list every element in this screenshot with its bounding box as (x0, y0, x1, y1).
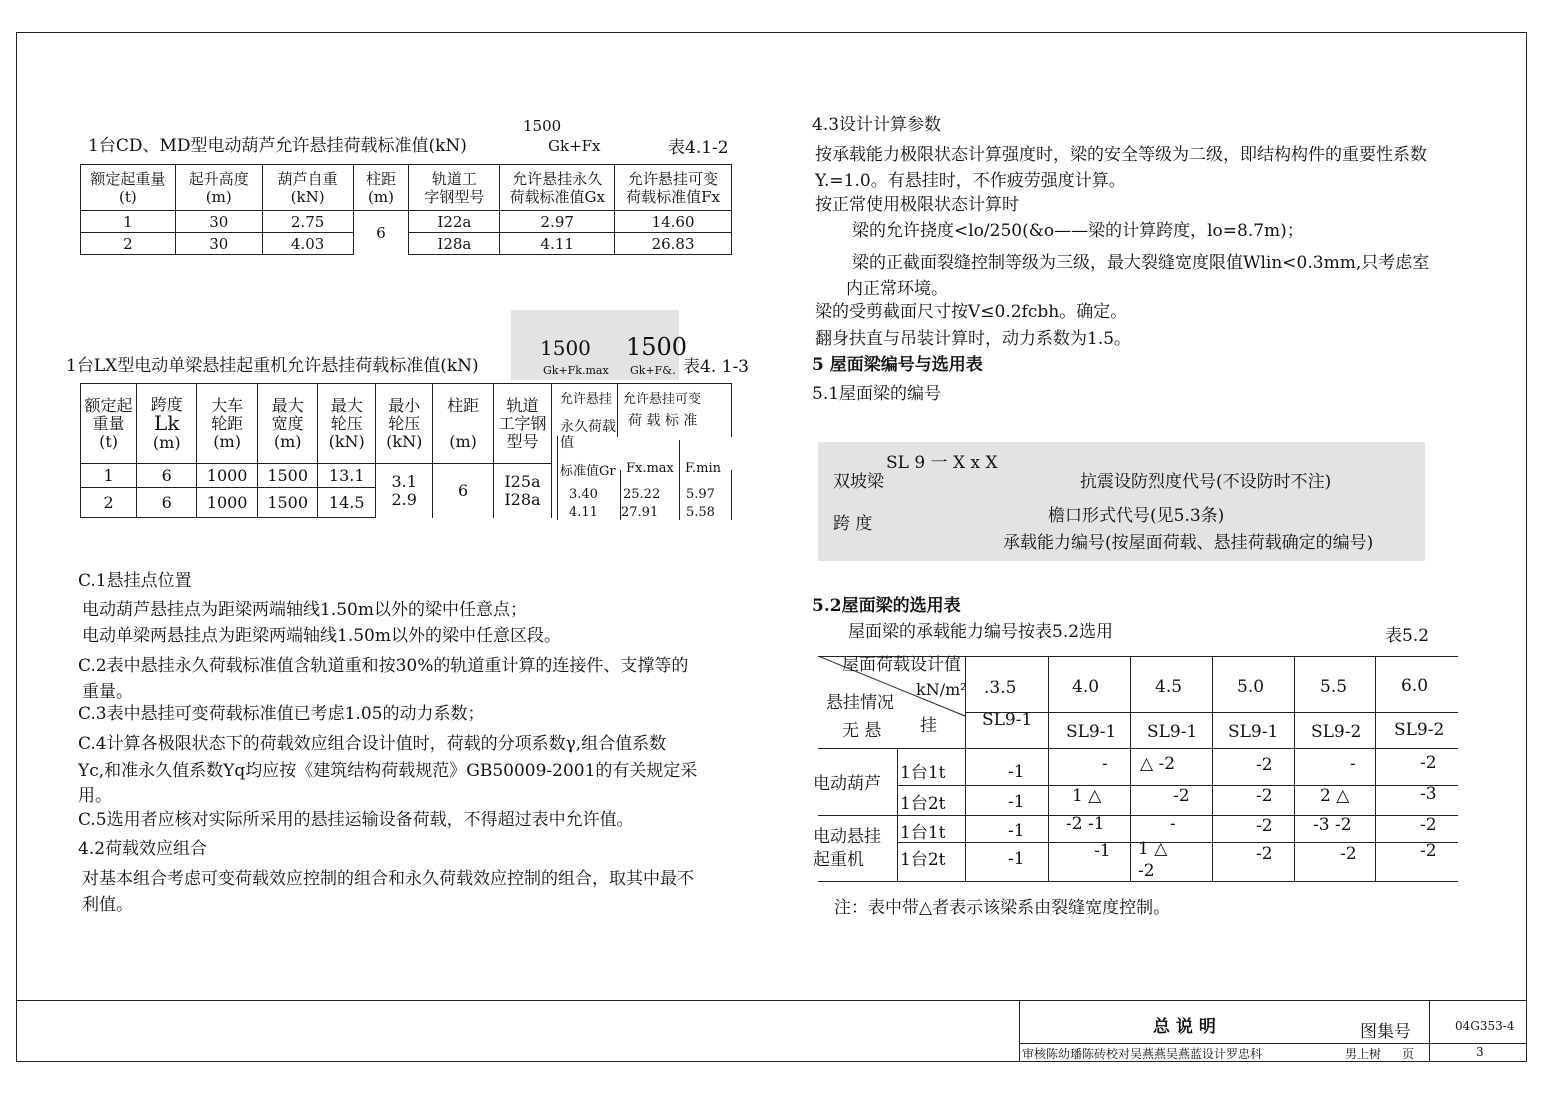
fxmax-header: Fx.max (626, 461, 674, 476)
header-cell: 额定起 重量 (t) (81, 384, 137, 464)
cell: -1 (1008, 849, 1025, 869)
perm-header: 标准值Gr (560, 464, 616, 479)
cell: 30 (175, 211, 262, 233)
header-cell: 允许悬挂永久 荷载标准值Gx (500, 165, 615, 211)
text-line: Y.=1.0。有悬挂时，不作疲劳强度计算。 (815, 171, 1126, 191)
text-line: 按承载能力极限状态计算强度时，梁的安全等级为二级，即结构构件的重要性系数 (815, 145, 1427, 165)
cell: 13.1 (318, 464, 376, 488)
atlas-label: 图集号 (1360, 1022, 1411, 1042)
table412-formula-num: 1500 (523, 117, 562, 135)
note-line: C.5选用者应核对实际所采用的悬挂运输设备荷载，不得超过表中允许值。 (78, 810, 634, 830)
table413-formula1-num: 1500 (540, 336, 591, 360)
header-cell: 轨道工 字钢型号 (409, 165, 500, 211)
text-line: 屋面梁的承载能力编号按表5.2选用 (848, 622, 1114, 642)
cell: 1 (81, 464, 137, 488)
cell: - (1350, 754, 1356, 774)
table413-formula2-num: 1500 (626, 333, 688, 361)
table413-formula2-den: Gk+F&. (630, 364, 676, 377)
cell: 1 (81, 211, 176, 233)
group-label: 电动悬挂 (813, 827, 881, 847)
note-line: C.2表中悬挂永久荷载标准值含轨道重和按30%的轨道重计算的连接件、支撑等的 (78, 656, 689, 676)
cell: -2 (1256, 844, 1273, 864)
header-cell: 最大 宽度 (m) (257, 384, 318, 464)
cell: SL9-1 (1066, 722, 1117, 742)
note-line: 用。 (78, 786, 112, 806)
cell: 6 (137, 488, 197, 518)
header-cell: 起升高度 (m) (175, 165, 262, 211)
cell: 1500 (257, 464, 318, 488)
perm-header: 永久荷载 (560, 419, 616, 435)
header-unit: kN/m² (916, 680, 967, 699)
cell: -3 -2 (1313, 815, 1352, 835)
cell: -2 (1256, 816, 1273, 836)
cell: 6 (137, 464, 197, 488)
section-heading: 4.3设计计算参数 (812, 115, 942, 135)
col-header: 4.5 (1155, 677, 1183, 697)
section-heading: 5.1屋面梁的编号 (812, 384, 942, 404)
table412-label: 表4.1-2 (668, 138, 729, 158)
perm-header: 允许悬挂 (560, 392, 613, 407)
header-cell: 轨道 工字钢 型号 (493, 384, 551, 464)
table413-title: 1台LX型电动单梁悬挂起重机允许悬挂荷载标准值(kN) (66, 356, 479, 376)
cell: 4.11 (569, 505, 598, 520)
cell: SL9-2 (1311, 722, 1362, 742)
section-heading: 5.2屋面梁的选用表 (812, 596, 961, 616)
cell: 1 △ (1138, 839, 1168, 859)
col-header: 4.0 (1072, 677, 1100, 697)
page-number: 3 (1476, 1045, 1484, 1059)
cell: -3 (1420, 784, 1437, 804)
header-cell: 柱距 (m) (353, 165, 409, 211)
titleblock-top-line (16, 1000, 1527, 1001)
cell: -2 (1256, 786, 1273, 806)
cell: - (1170, 814, 1176, 834)
header-cell: 大车 轮距 (m) (197, 384, 258, 464)
header-cell: 跨度 Lk (m) (137, 384, 197, 464)
header-suspension: 悬挂情况 (826, 693, 894, 713)
text-line: 翻身扶直与吊装计算时，动力系数为1.5。 (815, 329, 1132, 349)
col-header: .3.5 (984, 678, 1017, 698)
steel-cell: I25a I28a (493, 464, 551, 518)
table412-formula-den: Gk+Fx (548, 137, 601, 155)
text-line: 内正常环境。 (846, 279, 948, 299)
cell: 2 △ (1320, 786, 1350, 806)
group-label: 起重机 (813, 850, 864, 870)
table-label: 表5.2 (1385, 626, 1430, 646)
cell: -1 (1008, 762, 1025, 782)
table412-title: 1台CD、MD型电动葫芦允许悬挂荷载标准值(kN) (88, 136, 467, 156)
cell: -2 (1138, 861, 1155, 881)
table412 (80, 164, 732, 255)
cell: 26.83 (615, 233, 732, 255)
var-header: 荷 载 标 准 (628, 413, 698, 429)
header-cell: 最小 轮压 (kN) (375, 384, 433, 464)
cell: -2 (1420, 753, 1437, 773)
cell: 2.97 (500, 211, 615, 233)
signature-extra: 男上树 (1345, 1047, 1382, 1061)
note-line: 对基本组合考虑可变荷载效应控制的组合和永久荷载效应控制的组合，取其中最不 (82, 869, 694, 889)
note-line: C.4计算各极限状态下的荷载效应组合设计值时，荷载的分项系数γ,组合值系数 (78, 734, 667, 754)
sub-label: 1台2t (900, 850, 946, 870)
cell: 5.97 (686, 487, 715, 502)
cell: 4.11 (500, 233, 615, 255)
cell: 27.91 (621, 505, 659, 520)
table-row (81, 211, 732, 233)
note-line: Yc,和准永久值系数Yq均应按《建筑结构荷载规范》GB50009-2001的有关规定采 (78, 761, 698, 781)
cell: -1 (1094, 841, 1111, 861)
cell: -1 (1008, 821, 1025, 841)
perm-header: 值 (560, 435, 574, 451)
header-cell: 额定起重量 (t) (81, 165, 176, 211)
cell: 2.75 (262, 211, 353, 233)
table413-formula1-den: Gk+Fk.max (543, 364, 609, 377)
section-heading: 4.2荷载效应组合 (78, 839, 208, 859)
note-line: 电动单梁两悬挂点为距梁两端轴线1.50m以外的梁中任意区段。 (82, 626, 561, 646)
cell: -2 (1420, 815, 1437, 835)
cell: 1500 (257, 488, 318, 518)
row-none-label: 无 悬 (842, 721, 882, 741)
cell: 1000 (197, 464, 258, 488)
cell: SL9-1 (982, 710, 1033, 730)
group-label: 电动葫芦 (813, 774, 881, 794)
cell: SL9-1 (1228, 722, 1279, 742)
col-header: 6.0 (1401, 676, 1429, 696)
text-line: 梁的受剪截面尺寸按V≤0.2fcbh。确定。 (815, 302, 1128, 322)
coding-label: 承载能力编号(按屋面荷载、悬挂荷载确定的编号) (1003, 533, 1374, 553)
fmin-header: F.min (685, 461, 721, 476)
cell: -2 -1 (1066, 814, 1105, 834)
header-cell: 葫芦自重 (kN) (262, 165, 353, 211)
cell: - (1102, 754, 1108, 774)
span-cell: 6 (433, 464, 493, 518)
note-line: C.3表中悬挂可变荷载标准值已考虑1.05的动力系数； (78, 704, 485, 724)
coding-code: SL 9 一 X x X (886, 453, 998, 473)
text-line: 梁的正截面裂缝控制等级为三级，最大裂缝宽度限值Wlin<0.3mm,只考虑室 (852, 253, 1430, 273)
coding-label: 跨 度 (833, 514, 873, 534)
cell: 5.58 (686, 505, 715, 520)
note-line: 利值。 (82, 895, 133, 915)
page-label: 页 (1402, 1047, 1415, 1061)
cell: 2 (81, 233, 176, 255)
atlas-number: 04G353-4 (1455, 1019, 1515, 1033)
note-line: 电动葫芦悬挂点为距梁两端轴线1.50m以外的梁中任意点； (82, 600, 527, 620)
sub-label: 1台1t (900, 823, 946, 843)
header-cell: 允许悬挂可变 荷载标准值Fx (615, 165, 732, 211)
drawing-title: 总 说 明 (1153, 1017, 1216, 1037)
coding-label: 檐口形式代号(见5.3条) (1048, 506, 1225, 526)
cell: 2 (81, 488, 137, 518)
header-cell: 柱距 (m) (433, 384, 493, 464)
text-line: 按正常使用极限状态计算时 (815, 195, 1019, 215)
cell: △ -2 (1140, 754, 1176, 774)
table413-label: 表4. 1-3 (683, 357, 749, 377)
col-header: 5.0 (1237, 677, 1265, 697)
text-line: 梁的允许挠度<lo/250(&o——梁的计算跨度，lo=8.7m)； (852, 221, 1304, 241)
cell: -2 (1256, 755, 1273, 775)
cell: -2 (1420, 841, 1437, 861)
signature-row: 审核陈幼璠陈砖校对吴燕燕吴燕蓝设计罗忠科 (1022, 1047, 1263, 1061)
section-heading: 5 屋面梁编号与选用表 (812, 355, 983, 375)
header-load: 屋面荷载设计值 (842, 655, 961, 675)
col-header: 5.5 (1320, 677, 1348, 697)
cell: 30 (175, 233, 262, 255)
var-header: 允许悬挂可变 (623, 392, 702, 407)
cell: 3.40 (569, 487, 598, 502)
cell: -1 (1008, 792, 1025, 812)
cell: 25.22 (623, 487, 661, 502)
sub-label: 1台2t (900, 794, 946, 814)
note-line: 重量。 (82, 682, 133, 702)
cell: -2 (1340, 844, 1357, 864)
span-cell: 6 (353, 211, 409, 255)
header-cell: 最大 轮压 (kN) (318, 384, 376, 464)
cell: 1000 (197, 488, 258, 518)
cell: 1 △ (1072, 786, 1102, 806)
coding-label: 抗震设防烈度代号(不设防时不注) (1080, 472, 1332, 492)
cell: 4.03 (262, 233, 353, 255)
cell: 14.5 (318, 488, 376, 518)
cell: SL9-1 (1147, 722, 1198, 742)
min-wheel-cell: 3.1 2.9 (375, 464, 433, 518)
note-line: C.1悬挂点位置 (78, 571, 192, 591)
cell: 14.60 (615, 211, 732, 233)
cell: I28a (409, 233, 500, 255)
cell: I22a (409, 211, 500, 233)
table-note: 注：表中带△者表示该梁系由裂缝宽度控制。 (834, 898, 1171, 918)
cell: -2 (1173, 786, 1190, 806)
cell: SL9-2 (1394, 720, 1445, 740)
row-none-label: 挂 (920, 716, 937, 736)
coding-label: 双坡梁 (833, 472, 884, 492)
sub-label: 1台1t (900, 763, 946, 783)
